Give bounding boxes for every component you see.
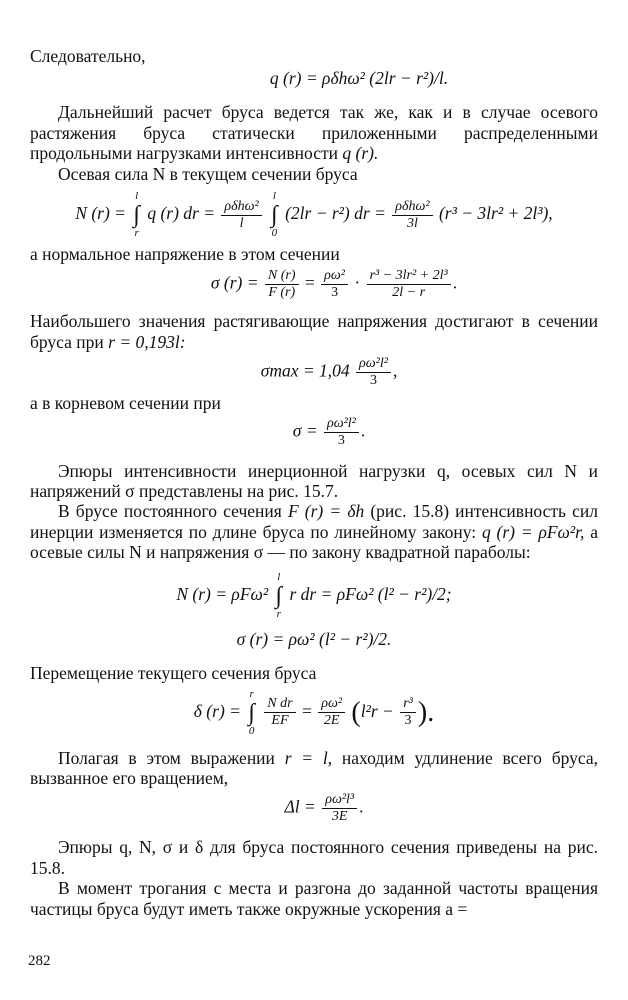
paragraph-text: Наибольшего значения растягивающие напряжения достигают в сечении бруса при xyxy=(30,311,598,352)
formula-part: δ (r) = xyxy=(193,700,241,721)
integral-upper: l xyxy=(277,570,281,583)
formula-part: σ = xyxy=(292,420,318,441)
formula-part: σmax = 1,04 xyxy=(260,360,350,381)
paragraph-text: Полагая в этом выражении xyxy=(58,747,275,768)
formula-elongation xyxy=(30,792,598,825)
integral-upper: r xyxy=(249,687,254,700)
formula-part: = xyxy=(301,700,312,721)
formula-delta xyxy=(30,688,598,738)
paragraph: а в корневом сечении при xyxy=(30,393,221,414)
integral-upper: l xyxy=(135,190,139,203)
formula-part: . xyxy=(360,420,366,441)
formula-part: N (r) = xyxy=(75,203,126,224)
integral-sign: l ∫ 0 xyxy=(271,190,278,240)
formula-sigma-root xyxy=(30,416,598,449)
formula-part: (r³ − 3lr² + 2l³), xyxy=(438,203,553,224)
paragraph: Эпюры q, N, σ и δ для бруса постоянного сечения приведены на рис. 15.8. xyxy=(30,837,598,878)
integral-sign: l ∫ r xyxy=(275,570,283,620)
paragraph: Эпюры интенсивности инерционной нагрузки q, осевых сил N и напряжений σ представлены на рис. 15.7. xyxy=(30,460,598,502)
formula-part: σ (r) = xyxy=(210,272,259,293)
paragraph: В момент трогания с места и разгона до заданной частоты вращения частицы бруса будут иметь также окружные ускорения a = xyxy=(30,878,598,919)
formula-part: , xyxy=(392,360,398,381)
paragraph: Осевая сила N в текущем сечении бруса xyxy=(58,163,358,184)
integral-lower: 0 xyxy=(248,724,255,737)
formula-N xyxy=(30,190,598,240)
fraction: $\frac{\text{ρδhω²}}{3l}$ xyxy=(392,199,432,232)
paragraph xyxy=(30,311,598,352)
fraction: $\frac{\text{ρω²}}{3}$ xyxy=(321,268,348,301)
formula-part: = xyxy=(304,272,315,293)
paragraph-text: r = l, xyxy=(284,747,333,768)
integral-lower: r xyxy=(134,227,139,240)
formula-part: . xyxy=(452,272,458,293)
paragraph-text: В брусе постоянного сечения xyxy=(58,501,282,522)
paragraph xyxy=(30,501,598,562)
formula-sigma xyxy=(30,268,598,301)
formula-sigma-const: σ (r) = ρω² (l² − r²)/2. xyxy=(236,628,392,649)
fraction: $\frac{N (r)}{F (r)}$ xyxy=(265,268,299,301)
formula-part: q (r) dr = xyxy=(147,203,216,224)
page-number: 282 xyxy=(28,953,51,969)
paragraph-text: q (r). xyxy=(342,143,379,164)
formula-part: ( xyxy=(351,696,361,728)
fraction: $\frac{\text{ρω²}}{2E}$ xyxy=(318,696,345,729)
formula-part: r dr = ρFω² (l² − r²)/2; xyxy=(289,583,452,604)
fraction: $\frac{\text{ρω²l²}}{3}$ xyxy=(324,416,359,449)
formula-part: l²r − xyxy=(360,700,394,721)
paragraph-text: а осевые силы N и напряжения σ — по закону квадратной параболы: xyxy=(30,521,598,563)
fraction: $\frac{\text{r³}}{3}$ xyxy=(400,696,416,729)
fraction: $\frac{\text{N dr}}{EF}$ xyxy=(264,696,295,729)
fraction: $\frac{\text{ρω²l³}}{3E}$ xyxy=(322,792,357,825)
paragraph-text: (рис. 15.8) интенсивность сил инерции изменяется по длине бруса по линейному закону: xyxy=(30,501,599,542)
integral-upper: l xyxy=(272,190,276,203)
paragraph xyxy=(30,102,598,163)
fraction: $\frac{\text{ρδhω²}}{l}$ xyxy=(221,199,261,232)
integral-lower: r xyxy=(276,607,281,620)
integral-sign: r ∫ 0 xyxy=(248,687,255,737)
text-line: Следовательно, xyxy=(30,46,146,66)
formula-part: Δl = xyxy=(284,796,316,817)
page-content xyxy=(30,46,598,919)
integral-lower: 0 xyxy=(271,227,278,240)
paragraph xyxy=(30,748,598,789)
paragraph-text: q (r) = ρFω²r, xyxy=(481,521,585,542)
formula-part: (2lr − r²) dr = xyxy=(285,203,386,224)
paragraph: а нормальное напряжение в этом сечении xyxy=(30,244,340,265)
paragraph: Перемещение текущего сечения бруса xyxy=(30,663,317,684)
integral-sign: l ∫ r xyxy=(133,190,140,240)
formula-part: ). xyxy=(417,696,435,728)
paragraph-text: r = 0,193l: xyxy=(108,331,186,352)
formula-q: q (r) = ρδhω² (2lr − r²)/l. xyxy=(269,68,449,88)
paragraph-text: находим удлинение всего бруса, вызванное его вращением, xyxy=(30,747,598,788)
paragraph-text: F (r) = δh xyxy=(287,501,365,522)
fraction: $\frac{\text{ρω²l²}}{3}$ xyxy=(356,356,391,389)
formula-N-const xyxy=(30,571,598,621)
formula-part: . xyxy=(359,796,364,817)
formula-part: N (r) = ρFω² xyxy=(176,583,269,604)
paragraph-text: Дальнейший расчет бруса ведется так же, как и в случае осевого растяжения бруса статически приложенными распределенными продольными нагрузками интенсивности xyxy=(30,102,598,164)
formula-sigma-max xyxy=(30,356,598,389)
formula-part: · xyxy=(354,272,361,293)
fraction: $\frac{\text{r³ − 3lr² + 2l³}}{2l - r}$ xyxy=(367,268,451,301)
